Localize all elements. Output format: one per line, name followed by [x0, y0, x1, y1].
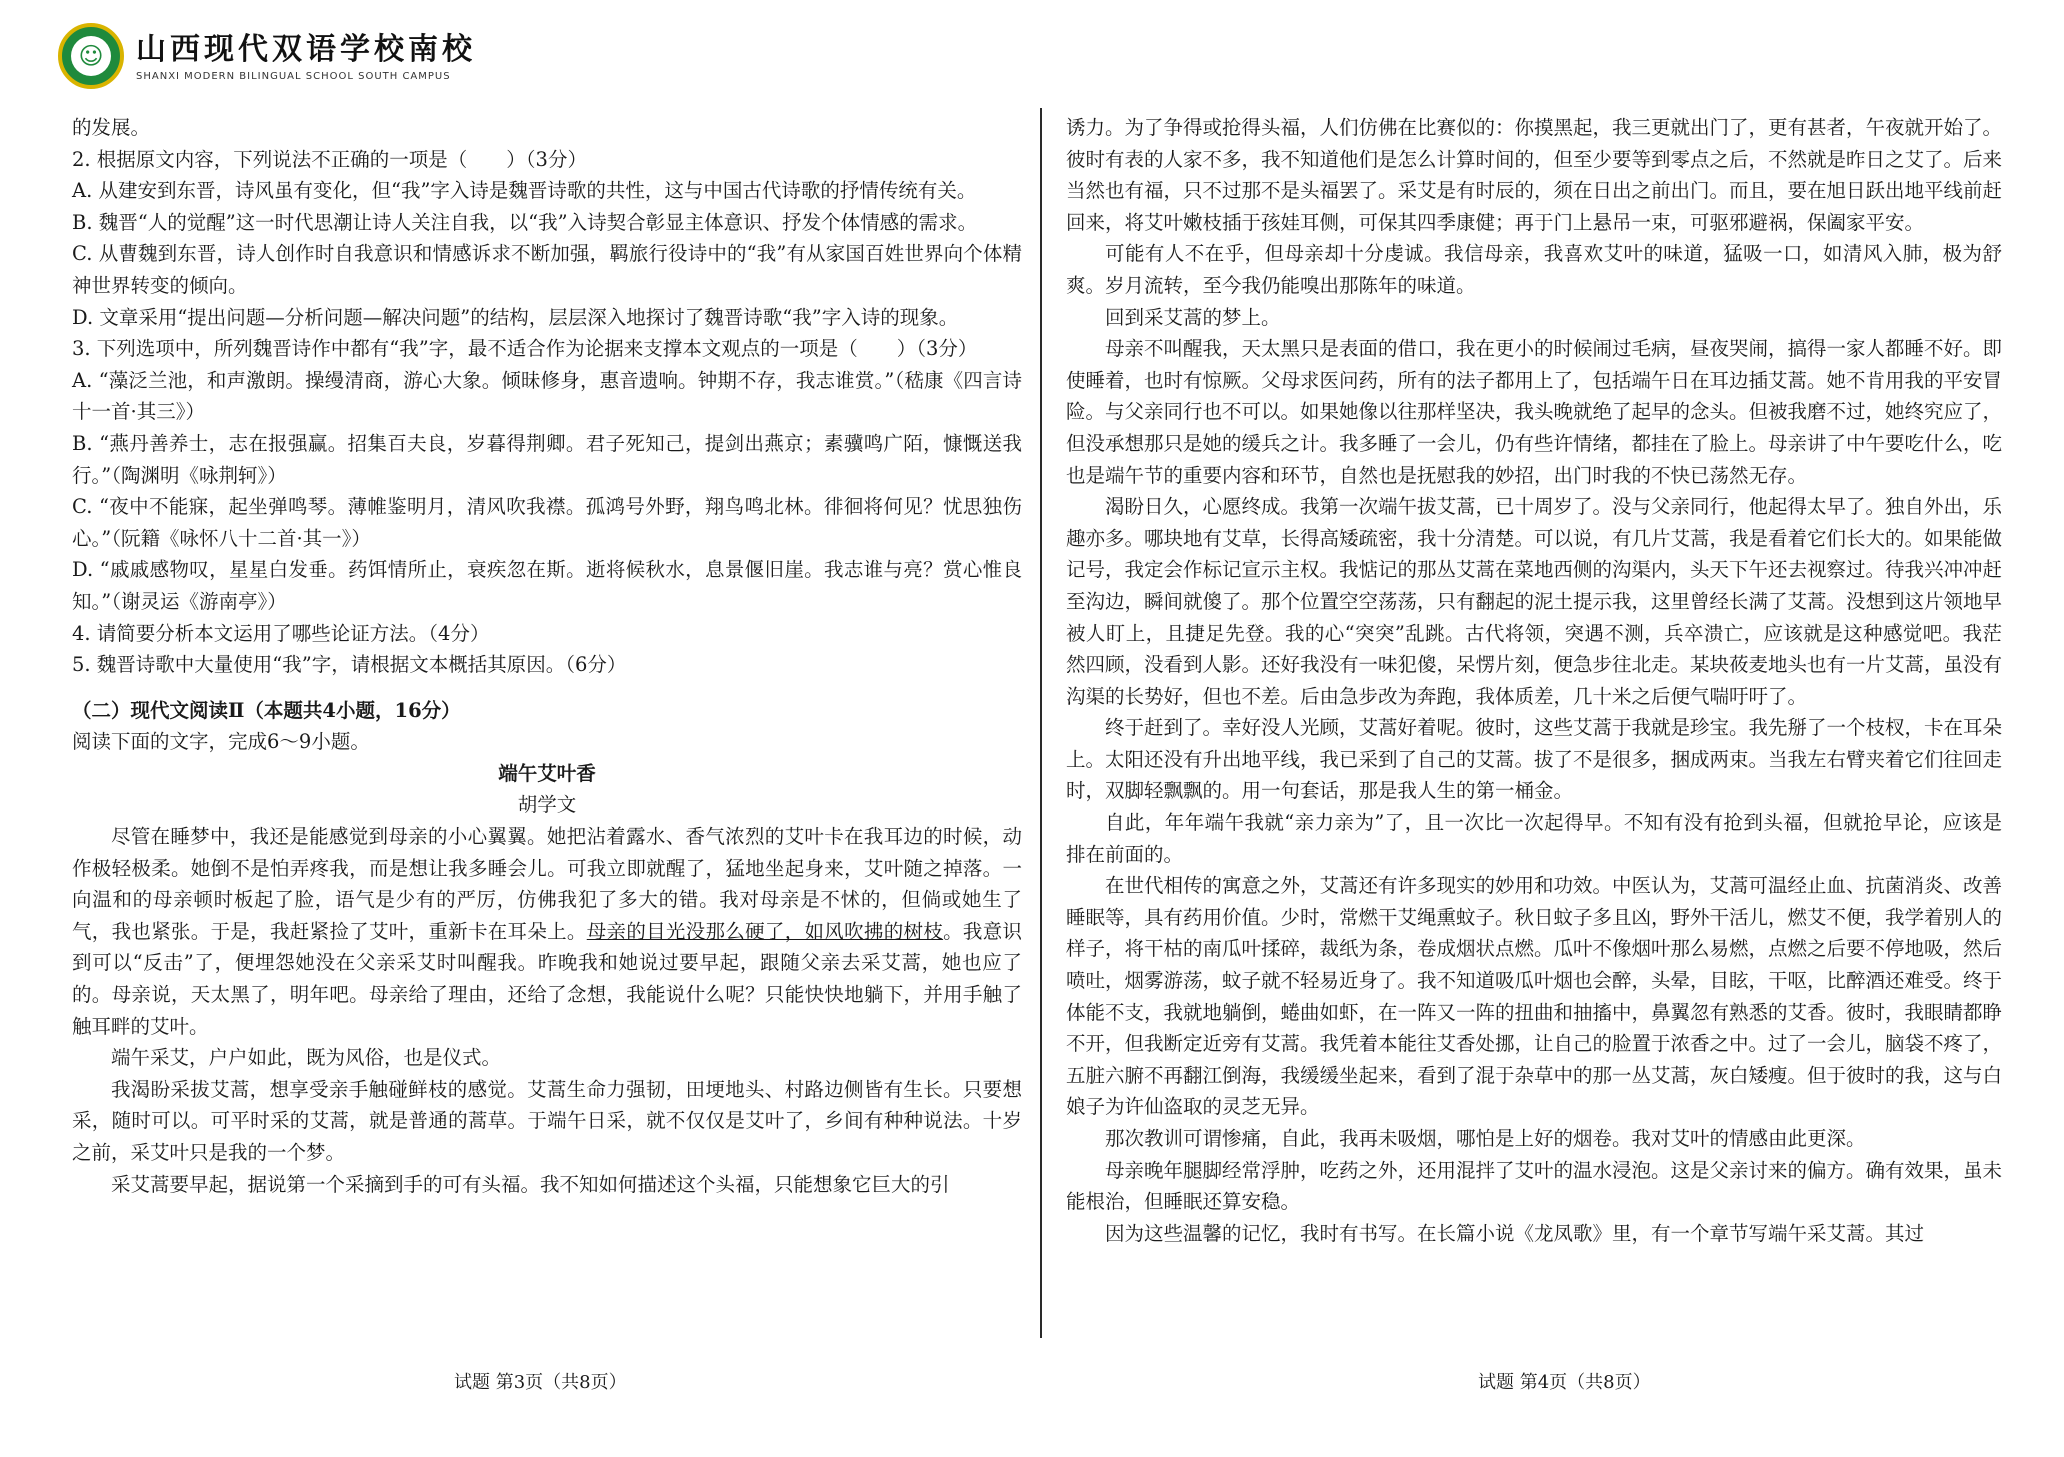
option-2a: A. 从建安到东晋，诗风虽有变化，但“我”字入诗是魏晋诗歌的共性，这与中国古代诗歌的抒情传统有关。	[72, 179, 977, 203]
column-divider	[1040, 108, 1042, 1338]
section-heading: （二）现代文阅读Ⅱ（本题共4小题，16分）	[72, 698, 461, 722]
school-name-block	[136, 31, 476, 82]
essay-author: 胡学文	[517, 793, 577, 817]
option-2c: C. 从曹魏到东晋，诗人创作时自我意识和情感诉求不断加强，羁旅行役诗中的“我”有从家国百姓世界向个体精神世界转变的倾向。	[72, 242, 1022, 297]
emblem-center: ☺	[71, 36, 111, 76]
essay-paragraph: 诱力。为了争得或抢得头福，人们仿佛在比赛似的：你摸黑起，我三更就出门了，更有甚者，午夜就开始了。彼时有表的人家不多，我不知道他们是怎么计算时间的，但至少要等到零点之后，不然就是昨日之艾了。后来当然也有福，只不过那不是头福罢了。采艾是有时辰的，须在日出之前出门。而且，要在旭日跃出地平线前赶回来，将艾叶嫩枝插于孩娃耳侧，可保其四季康健；再于门上悬吊一束，可驱邪避祸，保阖家平安。	[1066, 116, 2003, 234]
essay-paragraph-4: 采艾蒿要早起，据说第一个采摘到手的可有头福。我不知如何描述这个头福，只能想象它巨大的引	[111, 1172, 950, 1196]
essay-paragraph-3: 我渴盼采拔艾蒿，想享受亲手触碰鲜枝的感觉。艾蒿生命力强韧，田埂地头、村路边侧皆有生长。只要想采，随时可以。可平时采的艾蒿，就是普通的蒿草。于端午日采，就不仅仅是艾叶了，乡间有种种说法。十岁之前，采艾叶只是我的一个梦。	[72, 1077, 1022, 1164]
question-3: 3. 下列选项中，所列魏晋诗作中都有“我”字，最不适合作为论据来支撑本文观点的一项是（ ）（3分）	[72, 337, 978, 361]
essay-paragraph: 渴盼日久，心愿终成。我第一次端午拔艾蒿，已十周岁了。没与父亲同行，他起得太早了。独自外出，乐趣亦多。哪块地有艾草，长得高矮疏密，我十分清楚。可以说，有几片艾蒿，我是看着它们长大的。如果能做记号，我定会作标记宣示主权。我惦记的那丛艾蒿在菜地西侧的沟渠内，头天下午还去视察过。待我兴冲冲赶至沟边，瞬间就傻了。那个位置空空荡荡，只有翻起的泥土提示我，这里曾经长满了艾蒿。没想到这片领地早被人盯上，且捷足先登。我的心“突突”乱跳。古代将领，突遇不测，兵卒溃亡，应该就是这种感觉吧。我茫然四顾，没看到人影。还好我没有一味犯傻，呆愣片刻，便急步往北走。某块莜麦地头也有一片艾蒿，虽没有沟渠的长势好，但也不差。后由急步改为奔跑，我体质差，几十米之后便气喘吁吁了。	[1066, 495, 2003, 708]
option-3b: B. “燕丹善养士，志在报强赢。招集百夫良，岁暮得荆卿。君子死知己，提剑出燕京；素骥鸣广陌，慷慨送我行。”（陶渊明《咏荆轲》）	[72, 431, 1022, 487]
essay-title: 端午艾叶香	[498, 761, 596, 785]
reading-instruction: 阅读下面的文字，完成6～9小题。	[72, 730, 370, 754]
essay-paragraph-2: 端午采艾，户户如此，既为风俗，也是仪式。	[111, 1046, 502, 1070]
text-run: 。我意识到可以“反击”了，便埋怨她没在父亲采艾时叫醒我。昨晚我和她说过要早起，跟随父亲去采艾蒿，她也应了的。母亲说，天太黑了，明年吧。母亲给了理由，还给了念想，我能说什么呢？只能快快地躺下，并用手触了触耳畔的艾叶。	[72, 919, 1022, 1038]
page-number-right: 试题 第4页（共8页）	[1478, 1372, 1651, 1393]
option-3d: D. “戚戚感物叹，星星白发垂。药饵情所止，衰疾忽在斯。逝将候秋水，息景偃旧崖。我志谁与亮？赏心惟良知。”（谢灵运《游南亭》）	[72, 558, 1022, 613]
essay-paragraph: 可能有人不在乎，但母亲却十分虔诚。我信母亲，我喜欢艾叶的味道，猛吸一口，如清风入肺，极为舒爽。岁月流转，至今我仍能嗅出那陈年的味道。	[1066, 242, 2002, 297]
option-2b: B. 魏晋“人的觉醒”这一时代思潮让诗人关注自我，以“我”入诗契合彰显主体意识、抒发个体情感的需求。	[72, 210, 978, 234]
option-2d: D. 文章采用“提出问题—分析问题—解决问题”的结构，层层深入地探讨了魏晋诗歌“我”字入诗的现象。	[72, 305, 959, 329]
essay-paragraph: 终于赶到了。幸好没人光顾，艾蒿好着呢。彼时，这些艾蒿于我就是珍宝。我先掰了一个枝杈，卡在耳朵上。太阳还没有升出地平线，我已采到了自己的艾蒿。拔了不是很多，捆成两束。当我左右臂夹着它们往回走时，双脚轻飘飘的。用一句套话，那是我人生的第一桶金。	[1066, 716, 2003, 803]
option-3a: A. “藻泛兰池，和声激朗。操缦清商，游心大象。倾昧修身，惠音遗响。钟期不存，我志谁赏。”（嵇康《四言诗十一首·其三》）	[72, 368, 1022, 424]
essay-paragraph: 在世代相传的寓意之外，艾蒿还有许多现实的妙用和功效。中医认为，艾蒿可温经止血、抗菌消炎、改善睡眠等，具有药用价值。少时，常燃干艾绳熏蚊子。秋日蚊子多且凶，野外干活儿，燃艾不便，我学着别人的样子，将干枯的南瓜叶揉碎，裁纸为条，卷成烟状点燃。瓜叶不像烟叶那么易燃，点燃之后要不停地吸，然后喷吐，烟雾游荡，蚊子就不轻易近身了。我不知道吸瓜叶烟也会醉，头晕，目眩，干呕，比醉酒还难受。终于体能不支，我就地躺倒，蜷曲如虾，在一阵又一阵的扭曲和抽搐中，鼻翼忽有熟悉的艾香。彼时，我眼睛都睁不开，但我断定近旁有艾蒿。我凭着本能往艾香处挪，让自己的脸置于浓香之中。过了一会儿，脑袋不疼了，五脏六腑不再翻江倒海，我缓缓坐起来，看到了混于杂草中的那一丛艾蒿，灰白矮瘦。但于彼时的我，这与白娘子为许仙盗取的灵芝无异。	[1066, 874, 2003, 1119]
essay-paragraph: 自此，年年端午我就“亲力亲为”了，且一次比一次起得早。不知有没有抢到头福，但就抢早论，应该是排在前面的。	[1066, 811, 2002, 866]
question-5: 5. 魏晋诗歌中大量使用“我”字，请根据文本概括其原因。（6分）	[72, 653, 627, 677]
text-line: 的发展。	[72, 116, 151, 139]
essay-paragraph: 母亲不叫醒我，天太黑只是表面的借口，我在更小的时候闹过毛病，昼夜哭闹，搞得一家人都睡不好。即使睡着，也时有惊厥。父母求医问药，所有的法子都用上了，包括端午日在耳边插艾蒿。她不肯用我的平安冒险。与父亲同行也不可以。如果她像以往那样坚决，我头晚就绝了起早的念头。但被我磨不过，她终究应了，但没承想那只是她的缓兵之计。我多睡了一会儿，仍有些许情绪，都挂在了脸上。母亲讲了中午要吃什么，吃也是端午节的重要内容和环节，自然也是抚慰我的妙招，出门时我的不快已荡然无存。	[1066, 337, 2003, 487]
essay-paragraph: 母亲晚年腿脚经常浮肿，吃药之外，还用混拌了艾叶的温水浸泡。这是父亲讨来的偏方。确有效果，虽未能根治，但睡眠还算安稳。	[1066, 1158, 2003, 1214]
school-emblem-icon	[58, 23, 124, 89]
option-3c: C. “夜中不能寐，起坐弹鸣琴。薄帷鉴明月，清风吹我襟。孤鸿号外野，翔鸟鸣北林。徘徊将何见？忧思独伤心。”（阮籍《咏怀八十二首·其一》）	[72, 495, 1022, 550]
question-4: 4. 请简要分析本文运用了哪些论证方法。（4分）	[72, 621, 490, 645]
school-name-cn: 山西现代双语学校南校	[136, 31, 476, 67]
page-number-left: 试题 第3页（共8页）	[454, 1372, 627, 1393]
underlined-sentence: 母亲的目光没那么硬了，如风吹拂的树枝	[586, 919, 944, 943]
school-name-en: SHANXI MODERN BILINGUAL SCHOOL SOUTH CAMPUS	[136, 70, 451, 82]
left-column	[72, 112, 1022, 1200]
essay-paragraph: 因为这些温馨的记忆，我时有书写。在长篇小说《龙凤歌》里，有一个章节写端午采艾蒿。其过	[1105, 1221, 1925, 1245]
question-2: 2. 根据原文内容，下列说法不正确的一项是（ ）（3分）	[72, 147, 587, 171]
text-run: 尽管在睡梦中，我还是能感觉到母亲的小心翼翼。她把沾着露水、香气浓烈的艾叶卡在我耳边的时候，动作极轻极柔。她倒不是怕弄疼我，而是想让我多睡会儿。可我立即就醒了，猛地坐起身来，艾叶随之掉落。一向温和的母亲顿时板起了脸，语气是少有的严厉，仿佛我犯了多大的错。我对母亲是不怵的，但倘或她生了气，我也紧张。于是，我赶紧捡了艾叶，重新卡在耳朵上。	[72, 825, 1022, 943]
essay-paragraph: 那次教训可谓惨痛，自此，我再未吸烟，哪怕是上好的烟卷。我对艾叶的情感由此更深。	[1105, 1127, 1866, 1150]
essay-paragraph-1	[72, 821, 1022, 1042]
right-column	[1066, 112, 2002, 1249]
essay-paragraph: 回到采艾蒿的梦上。	[1105, 305, 1281, 329]
page-header	[58, 16, 476, 96]
